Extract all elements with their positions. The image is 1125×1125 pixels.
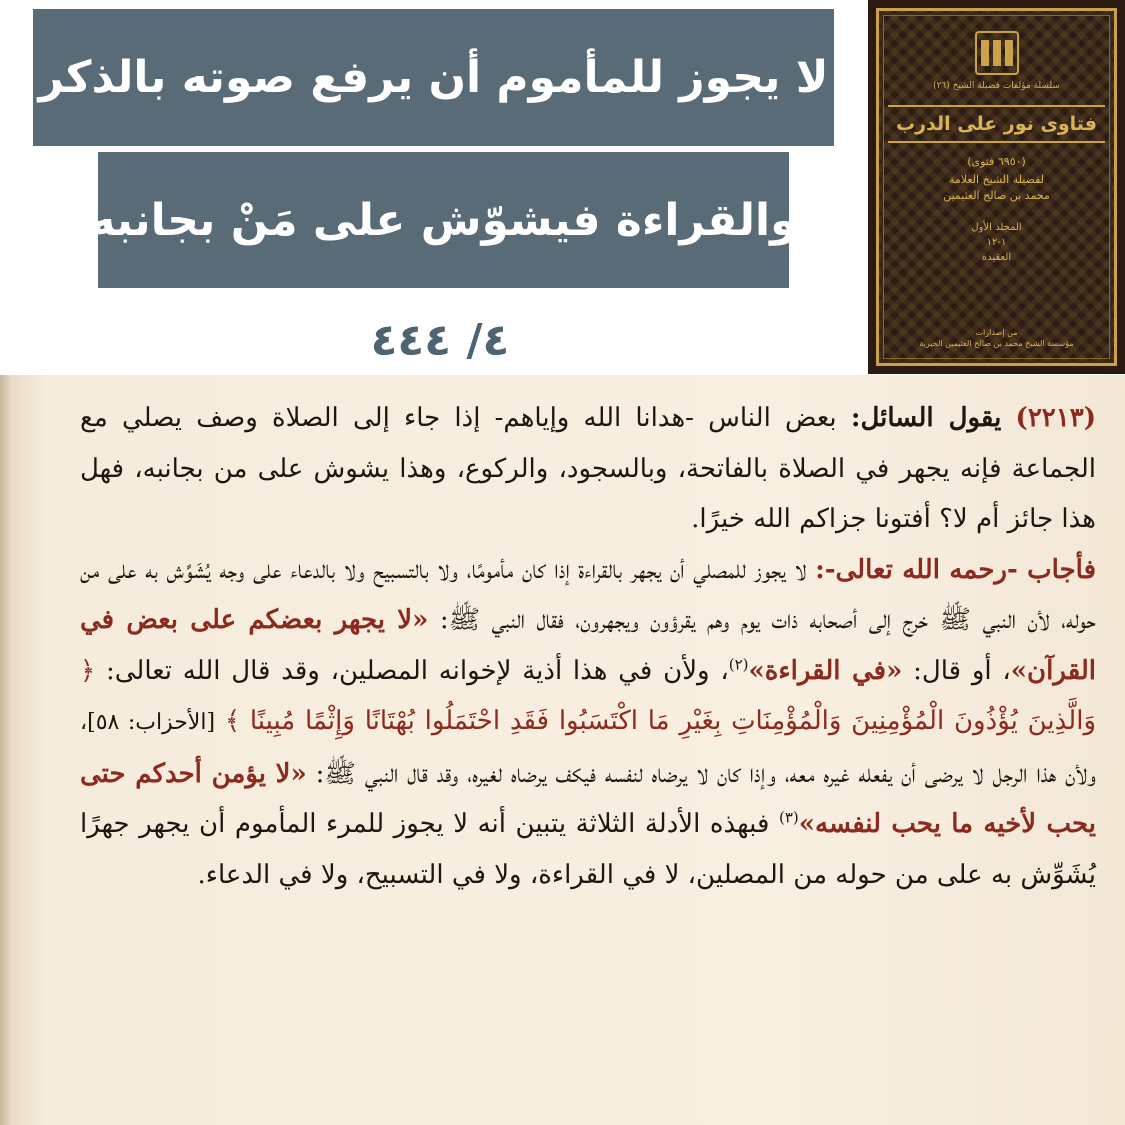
footnote-3: (٣) (778, 808, 799, 827)
footnote-2: (٢) (728, 654, 749, 673)
headline-line2: والقراءة فيشوّش على مَنْ بجانبه (89, 194, 798, 246)
headline-line1: لا يجوز للمأموم أن يرفع صوته بالذكر (38, 52, 829, 103)
cover-title: فتاوى نور على الدرب (888, 105, 1105, 143)
cover-author (931, 172, 1062, 204)
cover-volume-range: ١-١٢ (986, 237, 1007, 248)
answer-text-5: فبهذه الأدلة الثلاثة يتبين أنه لا يجوز للمرء المأموم أن يجهر جهرًا يُشَوِّش به على من حوله من المصلين، لا في القراءة، ولا في التسبيح، ولا في الدعاء. (80, 809, 1096, 890)
answer-text-2: ، أو قال: (913, 655, 1011, 686)
cover-fatwa-count: (٦٩٥٠ فتوى) (967, 155, 1026, 168)
question-text: بعض الناس -هدانا الله وإياهم- إذا جاء إلى الصلاة وصف يصلي مع الجماعة فإنه يجهر في الصلاة بالفاتحة، وبالسجود، والركوع، وهذا يشوش على من بجانبه، فهل هذا جائز أم لا؟ أفتونا جزاكم الله خيرًا. (80, 403, 1096, 534)
question-paragraph (80, 393, 1096, 545)
answer-paragraph (80, 545, 1096, 901)
question-label: يقول السائل: (850, 403, 1002, 433)
book-cover (868, 0, 1125, 374)
cover-publisher-line2: مؤسسة الشيخ محمد بن صالح العثيمين الخيرية (919, 339, 1074, 348)
cover-volume (971, 220, 1021, 265)
answer-text-4: ولأن هذا الرجل لا يرضى أن يفعله غيره معه، وإذا كان لا يرضاه لنفسه فيكف يرضاه لغيره، وقد قال النبي ﷺ: (315, 758, 1096, 789)
page-binding-edge (0, 375, 14, 1125)
cover-author-line1: لفضيلة الشيخ العلامة (949, 173, 1045, 186)
hadith-1b: «في القراءة» (748, 655, 903, 686)
hadith-1: «لا يجهر بعضكم على بعض في القرآن» (80, 605, 1096, 686)
cover-volume-topic: العقيدة (981, 252, 1012, 263)
headline-banner-top (33, 9, 834, 146)
book-page-photo (0, 375, 1125, 1125)
cover-series: سلسلة مؤلفات فضيلة الشيخ (٢٦) (933, 81, 1060, 91)
answer-text-1: لا يجوز للمصلي أن يجهر بالقراءة إذا كان مأمومًا، ولا بالتسبيح ولا بالدعاء على وجه يُشَوِّش به على من حوله، لأن النبي ﷺ خرج إلى أصحابه ذات يوم وهم يقرؤون ويجهرون، فقال النبي ﷺ: (80, 554, 1097, 635)
books-logo-icon (975, 31, 1019, 75)
answer-label: فأجاب -رحمه الله تعالى-: (815, 554, 1097, 585)
headline-banner-bottom (89, 152, 798, 288)
fatwa-text (80, 393, 1096, 900)
answer-text-3: ، ولأن في هذا أذية لإخوانه المصلين، وقد قال الله تعالى: (105, 655, 729, 686)
volume-page-reference: ٤/ ٤٤٤ (370, 314, 510, 366)
cover-publisher-line1: من إصدارات (975, 328, 1018, 337)
hadith-2: «لا يؤمن أحدكم حتى يحب لأخيه ما يحب لنفسه» (80, 758, 1096, 839)
cover-publisher (919, 327, 1073, 349)
cover-volume-label: المجلد الأول (971, 222, 1022, 233)
verse-reference: [الأحزاب: ٥٨]، (80, 710, 216, 735)
question-number: (٢٢١٣) (1015, 403, 1097, 433)
quran-verse: ﴿ وَالَّذِينَ يُؤْذُونَ الْمُؤْمِنِينَ وَالْمُؤْمِنَاتِ بِغَيْرِ مَا اكْتَسَبُوا فَقَدِ احْتَمَلُوا بُهْتَانًا وَإِثْمًا مُبِينًا ﴾ (80, 655, 1097, 736)
cover-frame (876, 8, 1117, 366)
cover-author-line2: محمد بن صالح العثيمين (943, 189, 1050, 202)
